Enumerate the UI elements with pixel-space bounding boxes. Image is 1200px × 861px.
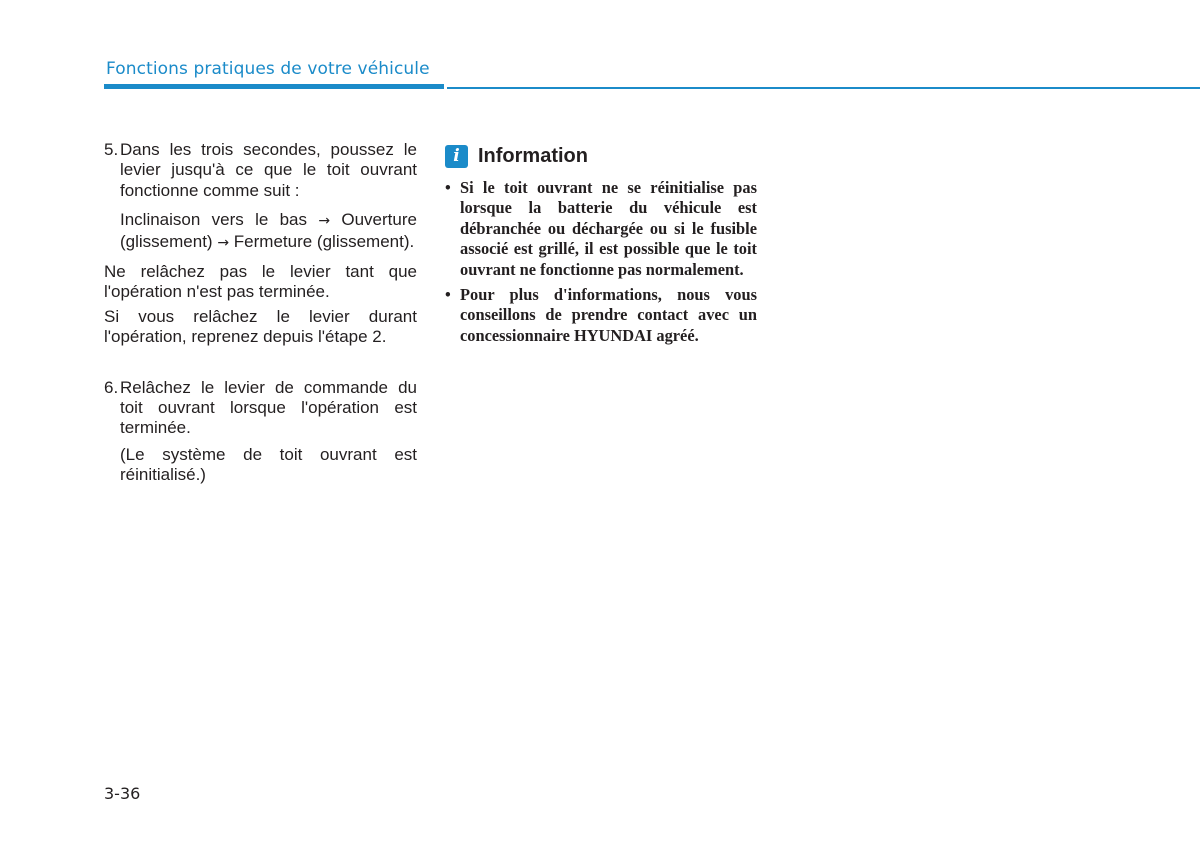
list-item-text: Si le toit ouvrant ne se réinitialise pas lorsque la batterie du véhicule est débranchée ou déchargée ou si le fusible associé est grillé, il est possible que le toit ouvrant ne fonctionne pas normalement. [460,178,757,279]
information-header [445,143,757,169]
header-rule-thin [447,87,1200,89]
step-5 [104,140,417,201]
arrow-right-icon: → [217,234,230,251]
bullet-icon: • [445,178,451,197]
list-item-text: Pour plus d'informations, nous vous conseillons de prendre contact avec un concessionnaire HYUNDAI agréé. [460,285,757,345]
bullet-icon: • [445,285,451,305]
step-number: 6. [104,377,119,397]
information-title: Information [478,144,588,167]
arrow-right-icon: → [318,213,331,230]
list-item [445,178,757,280]
note-release: Ne relâchez pas le levier tant que l'opération n'est pas terminée. [104,262,417,302]
section-title: Fonctions pratiques de votre véhicule [106,59,430,79]
list-item [445,285,757,346]
step-text: Dans les trois secondes, poussez le levier jusqu'à ce que le toit ouvrant fonctionne comme suit : [120,140,417,200]
step-number: 5. [104,140,119,159]
movement-sequence [104,210,417,253]
note-restart: Si vous relâchez le levier durant l'opération, reprenez depuis l'étape 2. [104,306,417,347]
step-6-result: (Le système de toit ouvrant est réinitialisé.) [120,444,417,485]
step-6 [104,378,417,439]
info-icon: i [445,145,468,168]
sequence-opening: Ouverture (glissement) [120,210,417,251]
header-rule-thick [104,84,444,89]
sequence-closing: Fermeture (glissement). [233,231,415,251]
instructions-column [104,140,417,486]
step-text: Relâchez le levier de commande du toit ouvrant lorsque l'opération est terminée. [120,377,417,438]
information-box [445,143,757,346]
information-list [445,178,757,346]
sequence-tilt: Inclinaison vers le bas [120,210,308,230]
page-number: 3-36 [104,784,141,803]
